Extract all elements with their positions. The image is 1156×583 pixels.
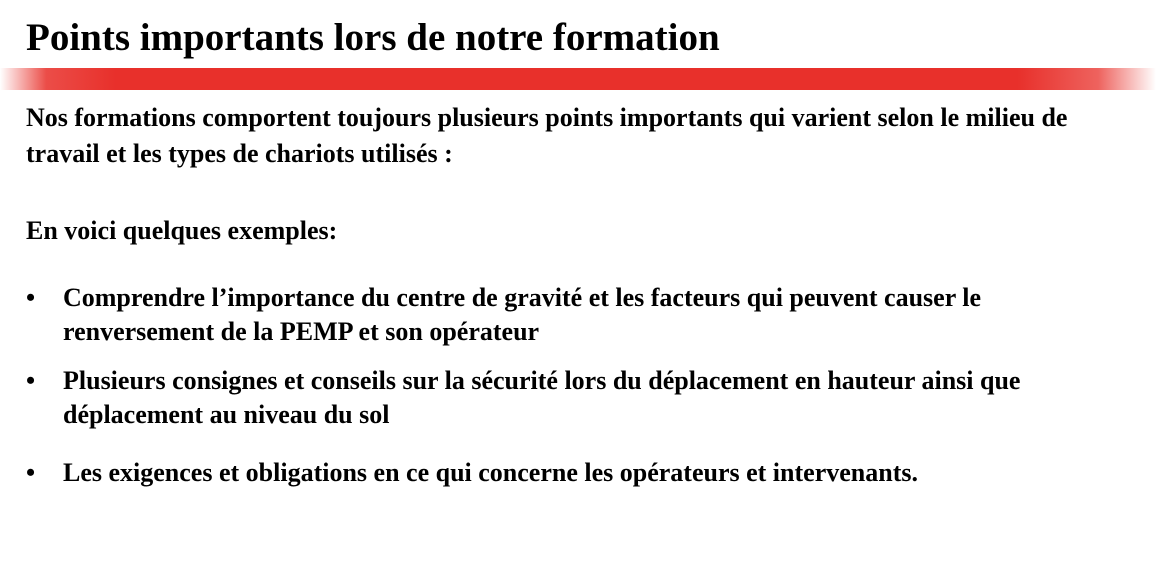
bullet-dot-icon: • bbox=[26, 283, 36, 312]
title-underline-bar bbox=[0, 68, 1156, 90]
bullet-item bbox=[26, 281, 1136, 349]
examples-heading: En voici quelques exemples: bbox=[26, 216, 338, 245]
bullet-text: Plusieurs consignes et conseils sur la sécurité lors du déplacement en hauteur ainsi que déplacement au niveau du sol bbox=[63, 366, 1021, 429]
bullet-text: Les exigences et obligations en ce qui concerne les opérateurs et intervenants. bbox=[63, 458, 918, 487]
bullet-dot-icon: • bbox=[26, 366, 36, 395]
bullet-list bbox=[26, 281, 1136, 490]
intro-paragraph: Nos formations comportent toujours plusieurs points importants qui varient selon le milieu de travail et les types de chariots utilisés : bbox=[26, 103, 1068, 168]
slide-title: Points importants lors de notre formation bbox=[26, 16, 720, 59]
bullet-text: Comprendre l’importance du centre de gravité et les facteurs qui peuvent causer le renversement de la PEMP et son opérateur bbox=[63, 283, 982, 346]
bullet-item bbox=[26, 456, 1136, 490]
bullet-dot-icon: • bbox=[26, 458, 36, 487]
bullet-item bbox=[26, 364, 1136, 432]
